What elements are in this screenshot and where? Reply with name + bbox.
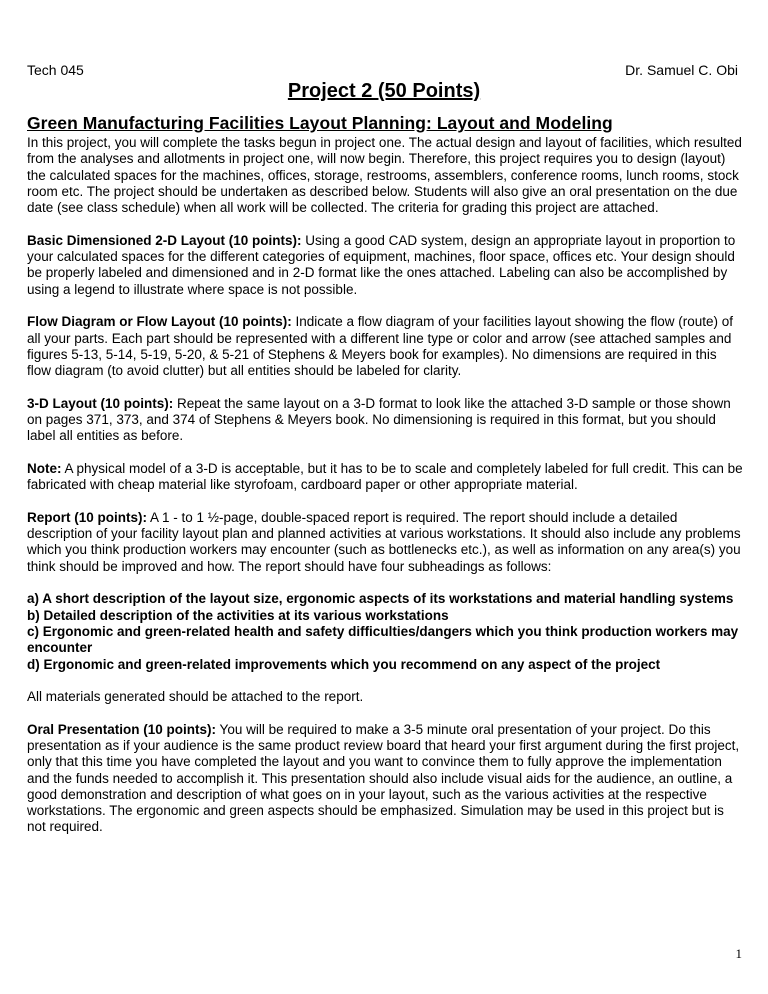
- document-subtitle: Green Manufacturing Facilities Layout Planning: Layout and Modeling: [27, 113, 613, 133]
- section-text: Indicate a flow diagram of your facilities layout showing the flow (route) of all your parts. Each part should be represented with a different line type or color and arrow (see attached samples and figures 5-13, 5-14, 5-19, 5-20, & 5-21 of Stephens & Meyers book for examples). No dimensions are required in this flow diagram (to avoid clutter) but all entities should be labeled for clarity.: [27, 314, 733, 379]
- course-code: Tech 045: [27, 62, 84, 78]
- section-label: Oral Presentation (10 points):: [27, 721, 217, 737]
- document-body: [27, 113, 743, 836]
- report-subheading-a: a) A short description of the layout size, ergonomic aspects of its workstations and material handling systems: [27, 591, 734, 607]
- section-flow-diagram: [27, 314, 743, 379]
- page-title: Project 2 (50 Points): [287, 80, 481, 102]
- report-subheading-c: c) Ergonomic and green-related health and safety difficulties/dangers which you think production workers may encounter: [27, 623, 739, 656]
- section-oral-presentation: [27, 722, 743, 836]
- section-text: Repeat the same layout on a 3-D format to look like the attached 3-D sample or those shown on pages 371, 373, and 374 of Stephens & Meyers book. No dimensioning is required in this format, but you should label all entities as before.: [27, 395, 731, 444]
- section-note: [27, 461, 743, 494]
- section-label: Flow Diagram or Flow Layout (10 points):: [27, 314, 292, 330]
- section-label: Note:: [27, 460, 62, 476]
- section-label: Report (10 points):: [27, 509, 147, 525]
- report-subheading-b: b) Detailed description of the activities at its various workstations: [27, 607, 449, 623]
- page-number: 1: [735, 946, 742, 961]
- section-text: You will be required to make a 3-5 minute oral presentation of your project. Do this presentation as if your audience is the same product review board that heard your first argument during the first project, only that this time you have completed the layout and you want to convince them to fully approve the implementation and the funds needed to accomplish it. This presentation should also include visual aids for the audience, an outline, a good demonstration and description of what goes on in your layout, such as the various activities at the respective workstations. The ergonomic and green aspects should be emphasized. Simulation may be used in this project but is not required.: [27, 721, 740, 835]
- section-text: A physical model of a 3-D is acceptable, but it has to be to scale and completely labeled for full credit. This can be fabricated with cheap material like styrofoam, cardboard paper or other appropriate material.: [27, 460, 743, 493]
- section-label: Basic Dimensioned 2-D Layout (10 points):: [27, 232, 302, 248]
- section-text: A 1 - to 1 ½-page, double-spaced report is required. The report should include a detailed description of your facility layout plan and planned activities at various workstations. It should also include any problems which you think production workers may encounter (such as bottlenecks etc.), as well as information on any area(s) you think should be improved and how. The report should have four subheadings as follows:: [27, 509, 741, 574]
- intro-paragraph: In this project, you will complete the tasks begun in project one. The actual design and layout of facilities, which resulted from the analyses and allotments in project one, will now begin. Therefore, this project requires you to design (layout) the calculated spaces for the machines, offices, storage, restrooms, assemblers, conference rooms, lunch rooms, stock room etc. The project should be undertaken as described below. Students will also give an oral presentation on the due date (see class schedule) when all work will be collected. The criteria for grading this project are attached.: [27, 135, 742, 216]
- section-text: Using a good CAD system, design an appropriate layout in proportion to your calculated spaces for the different categories of equipment, machines, floor space, offices etc. Your design should be properly labeled and dimensioned and in 2-D format like the ones attached. Labeling can also be accomplished by using a legend to illustrate where space is not possible.: [27, 232, 736, 297]
- section-3d-layout: [27, 396, 743, 445]
- instructor-name: Dr. Samuel C. Obi: [625, 62, 738, 78]
- attach-note: All materials generated should be attached to the report.: [27, 689, 364, 705]
- section-label: 3-D Layout (10 points):: [27, 395, 174, 411]
- section-report: [27, 510, 743, 575]
- report-subheading-d: d) Ergonomic and green-related improvements which you recommend on any aspect of the project: [27, 656, 661, 672]
- section-2d-layout: [27, 233, 743, 298]
